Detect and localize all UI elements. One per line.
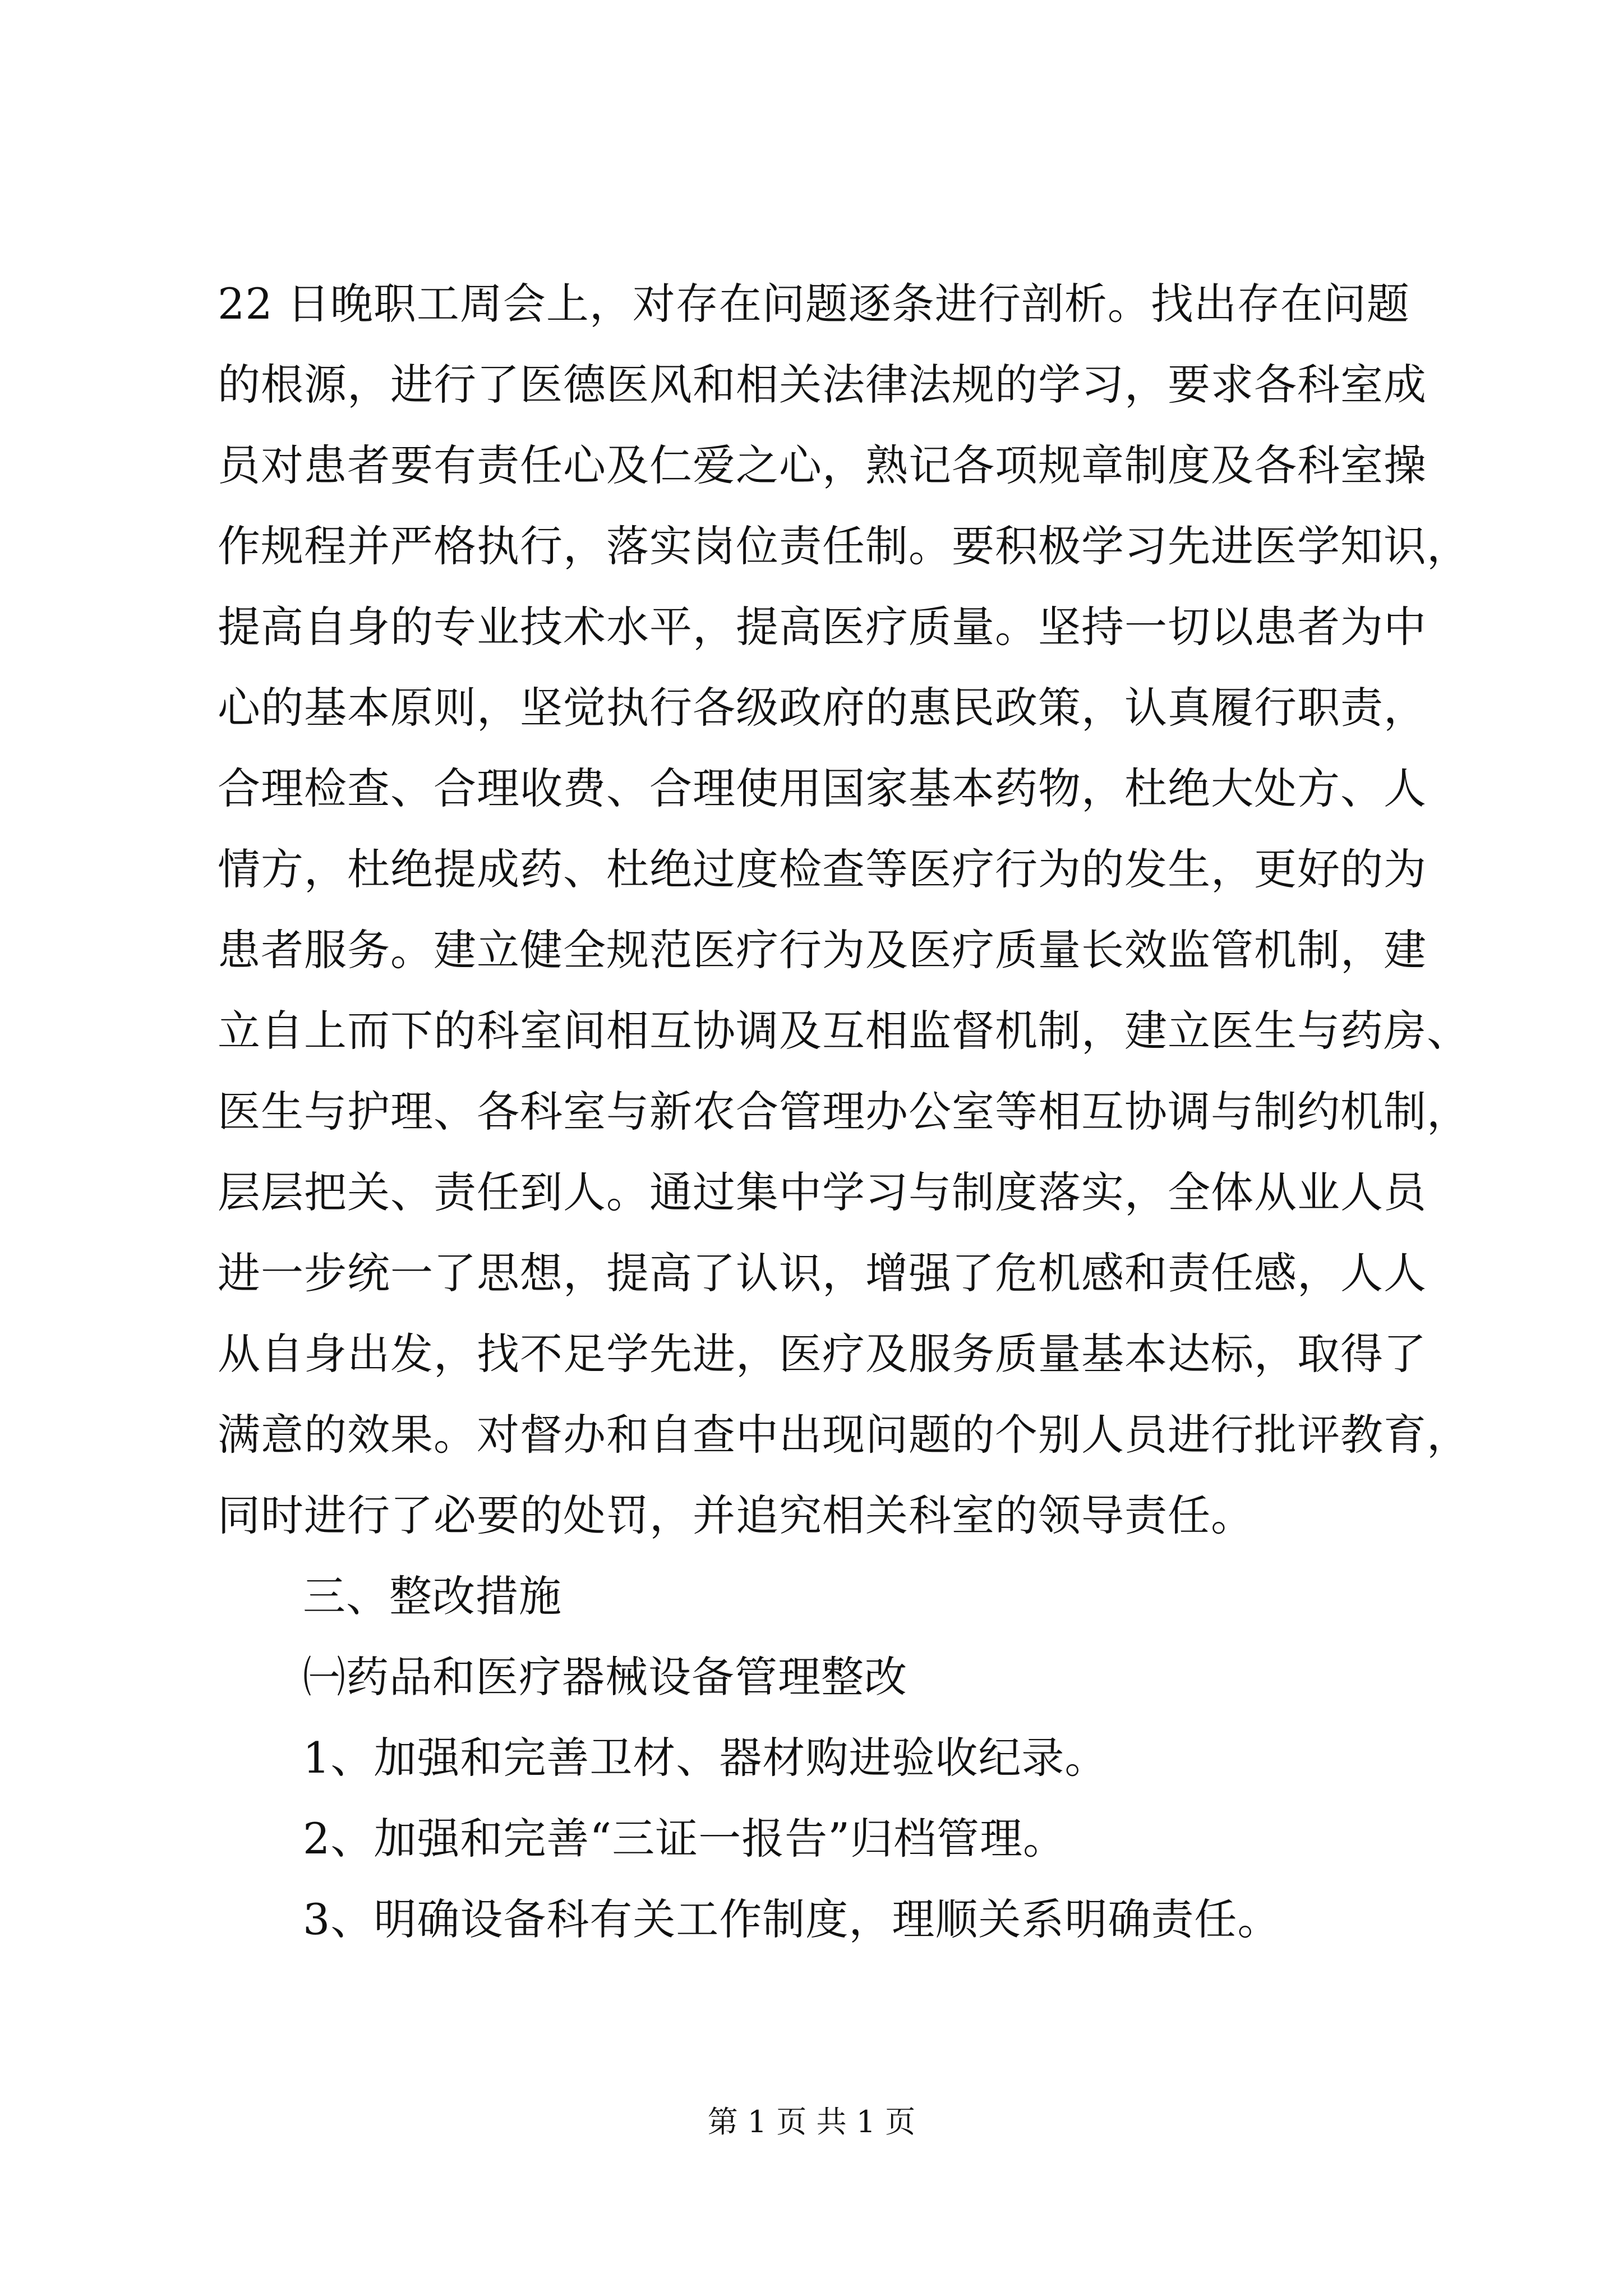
paragraph-line: 患者服务。建立健全规范医疗行为及医疗质量长效监管机制，建: [218, 925, 1427, 975]
paragraph-line: 合理检查、合理收费、合理使用国家基本药物，杜绝大处方、人: [218, 763, 1427, 813]
paragraph-line: 心的基本原则，坚觉执行各级政府的惠民政策，认真履行职责，: [218, 683, 1427, 733]
page-footer: 第 1 页 共 1 页: [707, 2104, 916, 2139]
paragraph-line: 立自上而下的科室间相互协调及互相监督机制，建立医生与药房、: [218, 1006, 1470, 1056]
paragraph-line: 层层把关、责任到人。通过集中学习与制度落实，全体从业人员: [218, 1167, 1427, 1217]
document-body: [218, 264, 1470, 1960]
paragraph-line: 进一步统一了思想，提高了认识，增强了危机感和责任感，人人: [218, 1248, 1427, 1298]
paragraph-line: 提高自身的专业技术水平，提高医疗质量。坚持一切以患者为中: [218, 602, 1427, 652]
list-item: 3、明确设备科有关工作制度，理顺关系明确责任。: [303, 1894, 1281, 1944]
paragraph-line: 22 日晚职工周会上，对存在问题逐条进行剖析。找出存在问题: [218, 279, 1410, 329]
paragraph-line: 情方，杜绝提成药、杜绝过度检查等医疗行为的发生，更好的为: [218, 844, 1427, 894]
subsection-heading: ㈠药品和医疗器械设备管理整改: [303, 1652, 907, 1702]
paragraph-line: 员对患者要有责任心及仁爱之心，熟记各项规章制度及各科室操: [218, 440, 1427, 490]
list-item: 1、加强和完善卫材、器材购进验收纪录。: [303, 1733, 1108, 1783]
paragraph-line: 医生与护理、各科室与新农合管理办公室等相互协调与制约机制，: [218, 1087, 1470, 1137]
section-heading: 三、整改措施: [303, 1571, 562, 1621]
paragraph-line: 从自身出发，找不足学先进，医疗及服务质量基本达标，取得了: [218, 1329, 1427, 1379]
paragraph-line: 满意的效果。对督办和自查中出现问题的个别人员进行批评教育，: [218, 1410, 1470, 1460]
paragraph-line: 作规程并严格执行，落实岗位责任制。要积极学习先进医学知识，: [218, 521, 1470, 571]
paragraph-line: 同时进行了必要的处罚，并追究相关科室的领导责任。: [218, 1490, 1254, 1540]
list-item: 2、加强和完善“三证一报告”归档管理。: [303, 1814, 1067, 1864]
paragraph-line: 的根源，进行了医德医风和相关法律法规的学习，要求各科室成: [218, 360, 1427, 409]
